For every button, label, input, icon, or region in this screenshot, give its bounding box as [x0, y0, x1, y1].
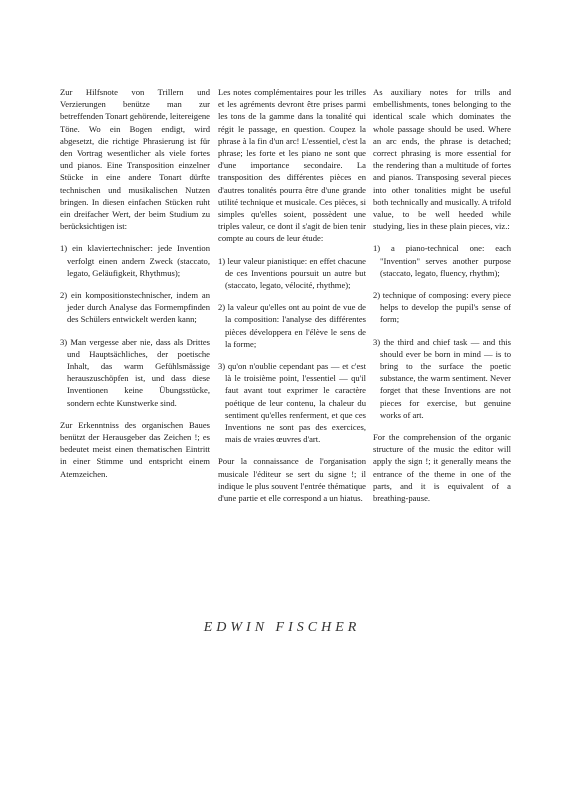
french-outro-paragraph: Pour la connaissance de l'organisation musicale l'éditeur se sert du signe !; il indique le plus souvent l'entrée thématique d'une partie et elle correspond a un hiatus.: [218, 456, 366, 504]
english-column: [373, 86, 511, 514]
german-point-3: 3) Man vergesse aber nie, dass als Drittes und Hauptsächliches, der poetische Inhalt, das warm Gefühlsmässige herauszuschöpfen ist, und dass diese Inventionen keine Übungsstücke, sondern echte Kunstwerke sind.: [60, 336, 210, 408]
english-point-2: 2) technique of composing: every piece helps to develop the pupil's sense of form;: [373, 290, 511, 325]
german-intro-paragraph: Zur Hilfsnote von Trillern und Verzierungen benütze man zur betreffenden Tonart gehörende, leitereigene Töne. Wo ein Bogen endigt, wird abgesetzt, die richtige Phrasierung ist für den Vortrag wesentlicher als viele fortes und pianos. Eine Transposition einzelner Stücke in eine andere Tonart dürfte technischen und musikalischen Nutzen bringen. In diesen einfachen Stücken ruht ein dreifacher Wert, der beim Studium zu berücksichtigen ist:: [60, 87, 210, 232]
english-outro-paragraph: For the comprehension of the organic structure of the music the editor will apply the sign !; it generally means the entrance of the theme in one of the parts, and it is equivalent of a breathing-pause.: [373, 432, 511, 504]
german-point-2: 2) ein kompositionstechnischer, indem an jeder durch Analyse das Formempfinden des Schülers entwickelt werden kann;: [60, 290, 210, 325]
french-point-3: 3) qu'on n'oublie cependant pas — et c'est là le troisième point, l'essentiel — qu'il faut avant tout exprimer le caractère poétique de leur contenu, la chaleur du sentiment qu'elles renferment, et que ces Inventions ne sont pas des exercices, mais de vraies œuvres d'art.: [218, 361, 366, 445]
french-intro-paragraph: Les notes complémentaires pour les trilles et les agréments devront être prises parmi les tons de la gamme dans la tonalité qui régit le passage, en question. Coupez la phrase à la fin d'un arc! L'essentiel, c'est la phrase; les forte et les piano ne sont que d'une importance secondaire. La transposition des différentes pièces en d'autres tonalités pourra être d'une grande utilité technique et musicale. Ces pièces, si simples qu'elles soient, possèdent une triples valeur, ce dont il s'agit de bien tenir compte au cours de leur étude:: [218, 87, 366, 244]
french-point-1: 1) leur valeur pianistique: en effet chacune de ces Inventions poursuit un autre but (staccato, legato, vélocité, rhythme);: [218, 255, 366, 291]
german-outro-paragraph: Zur Erkenntniss des organischen Baues benützt der Herausgeber das Zeichen !; es bedeutet meist einen thematischen Eintritt in einer Stimme und entspricht einem Atemzeichen.: [60, 419, 210, 479]
french-point-2: 2) la valeur qu'elles ont au point de vue de la composition: l'analyse des différentes pièces développera en l'élève le sens de la forme;: [218, 302, 366, 349]
author-signature: EDWIN FISCHER: [203, 620, 361, 635]
german-point-1: 1) ein klaviertechnischer: jede Invention verfolgt einen andern Zweck (staccato, legato, Geläufigkeit, Rhythmus);: [60, 243, 210, 278]
english-intro-paragraph: As auxiliary notes for trills and embellishments, tones belonging to the identical scale which dominates the whole passage should be used. Where an arc ends, the phrase is detached; correct phrasing is more essential for the rendering than a multitude of fortes and pianos. Transposing several pieces into other tonalities might be useful both technically and musically. A trifold value, to be well heeded while studying, lies in these plain pieces, viz.:: [373, 87, 511, 232]
english-point-3: 3) the third and chief task — and this should ever be born in mind — is to bring to the surface the poetic substance, the warm sentiment. Never forget that these Inventions are not pieces for exercise, but genuine works of art.: [373, 336, 511, 420]
french-column: [218, 86, 366, 514]
german-column: [60, 86, 210, 490]
english-point-1: 1) a piano-technical one: each "Invention" serves another purpose (staccato, legato, fluency, rhythm);: [373, 243, 511, 278]
